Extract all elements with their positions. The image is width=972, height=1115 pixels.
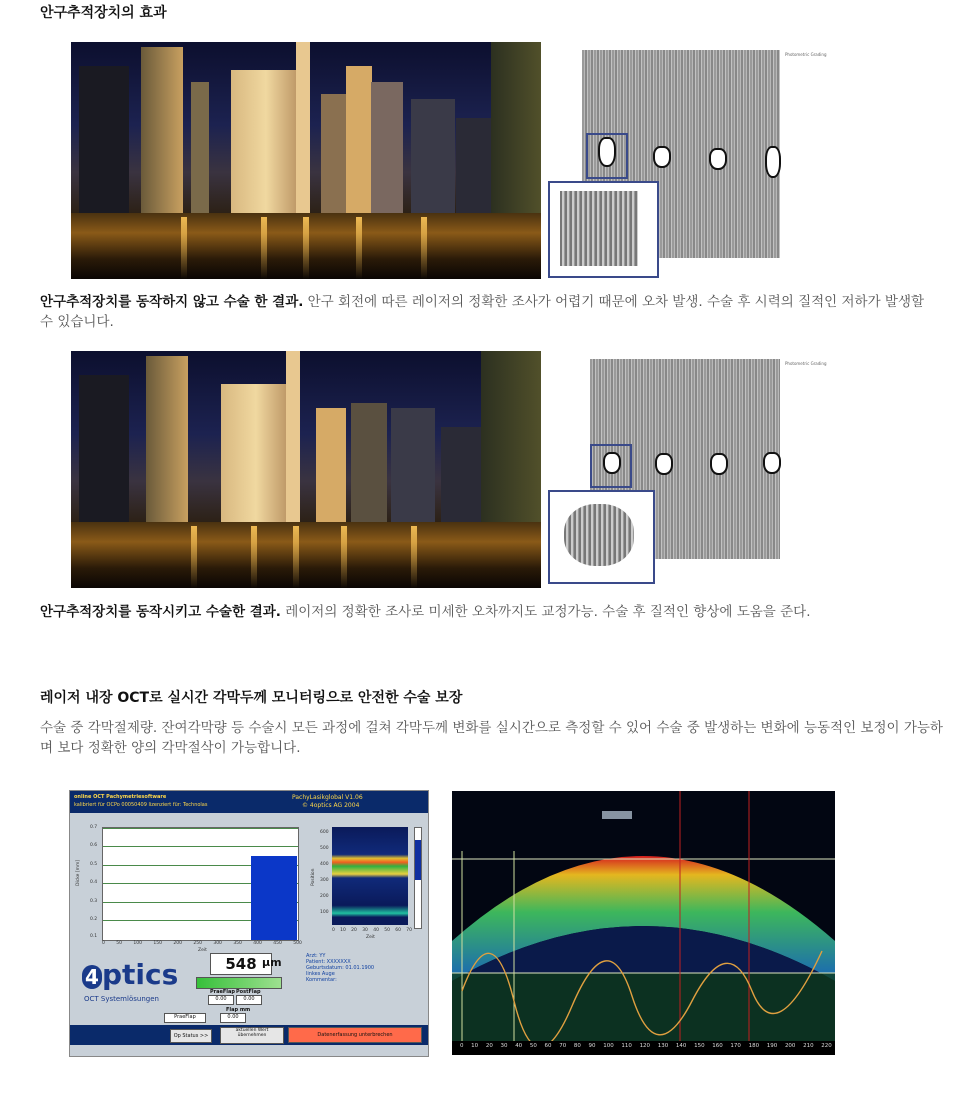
thickness-bar [251, 856, 297, 940]
caption-untracked-text: 안구 회전에 따른 레이저의 정확한 조사가 어렵기 때문에 오차 발생. 수술 후 시력의 질적인 저하가 발생할 수 있습니다. [40, 294, 925, 330]
ablation-scan-tracked: Photometric Grading [545, 351, 830, 588]
oct-scan-graphic [452, 791, 835, 1055]
software-name: online OCT Pachymetriesoftware [74, 794, 167, 800]
thickness-unit: µm [262, 956, 282, 969]
software-title-bar [70, 791, 428, 813]
software-version: PachyLasikglobal V1.06 [292, 794, 363, 801]
y-tick: 0.3 [90, 899, 98, 904]
section-heading-oct: 레이저 내장 OCT로 실시간 각막두께 모니터링으로 안전한 수술 보장 [40, 690, 463, 706]
side-y-ticks: 600 500 400 300 200 100 [320, 830, 329, 915]
y-axis-label: Dicke [mm] [76, 859, 81, 886]
postflap-field[interactable]: 0.00 [236, 995, 262, 1005]
caption-tracked-text: 레이저의 정확한 조사로 미세한 오차까지도 교정가능. 수술 후 질적인 향상에 도움을 준다. [280, 604, 811, 620]
oct-x-ticks: 0 10 20 30 40 50 60 70 80 90 100 110 120 130 140 150 160 170 180 190 200 210 220 [460, 1043, 832, 1049]
position-scan-plot [332, 827, 408, 925]
oct-cornea-scan [452, 791, 835, 1055]
scan-scrollbar[interactable] [414, 827, 422, 929]
ablation-scan-untracked: Photometric Grading [545, 42, 830, 279]
side-x-ticks: 0 10 20 30 40 50 60 70 [332, 928, 412, 933]
caption-tracked [40, 602, 940, 622]
4optics-logo: 4 ptics [82, 961, 178, 989]
side-y-label: Position [311, 868, 316, 886]
caption-tracked-bold: 안구추적장치를 동작시키고 수술한 결과. [40, 604, 281, 620]
y-tick: 0.1 [90, 934, 98, 939]
thickness-value: 548 [210, 953, 272, 975]
x-axis-label: Zeit [198, 948, 207, 953]
stop-capture-button[interactable]: Datenerfassung unterbrechen [288, 1027, 422, 1043]
flap-label: Flap mm [226, 1007, 251, 1013]
accept-value-button[interactable]: aktuellen Wert übernehmen [220, 1027, 284, 1044]
y-tick: 0.6 [90, 843, 98, 848]
patient-info: Arzt: YY Patient: XXXXXXX Geburtsdatum: 01.01.1900 linkes Auge Kommentar: [306, 953, 375, 983]
city-night-photo-2 [71, 351, 541, 588]
city-night-photo [71, 42, 541, 279]
thickness-green-bar [196, 977, 282, 989]
praeflap-field[interactable]: 0.00 [208, 995, 234, 1005]
section-heading-eye-tracker: 안구추적장치의 효과 [40, 5, 167, 21]
software-copyright: © 4optics AG 2004 [302, 802, 360, 809]
section-body-oct: 수술 중 각막절제량. 잔여각막량 등 수술시 모든 과정에 걸쳐 각막두께 변화를 실시간으로 측정할 수 있어 수술 중 발생하는 변화에 능동적인 보정이 가능하며 보다 정확한 양의 각막절삭이 가능합니다. [40, 720, 943, 756]
caption-untracked-bold: 안구추적장치를 동작하지 않고 수술 한 결과. [40, 294, 304, 310]
y-tick: 0.7 [90, 825, 98, 830]
thickness-chart [102, 827, 299, 941]
praeflap-label: PraeFlap [210, 989, 235, 995]
software-license: kalibriert für OCPo 00050409 lizenziert für: Technolas [74, 802, 208, 808]
caption-untracked [40, 292, 940, 332]
x-ticks: 0 50 100 150 200 250 300 350 400 450 500 [102, 941, 302, 946]
op-status-button[interactable]: Op Status >> [170, 1029, 212, 1043]
praeflap-select[interactable]: PraeFlap [164, 1013, 206, 1023]
y-tick: 0.2 [90, 917, 98, 922]
flap-field[interactable]: 0.00 [220, 1013, 246, 1023]
y-tick: 0.5 [90, 862, 98, 867]
pachymetry-software-window [69, 790, 429, 1057]
y-tick: 0.4 [90, 880, 98, 885]
side-x-label: Zeit [366, 935, 375, 940]
logo-subtitle: OCT Systemlösungen [84, 995, 159, 1003]
postflap-label: PostFlap [236, 989, 261, 995]
